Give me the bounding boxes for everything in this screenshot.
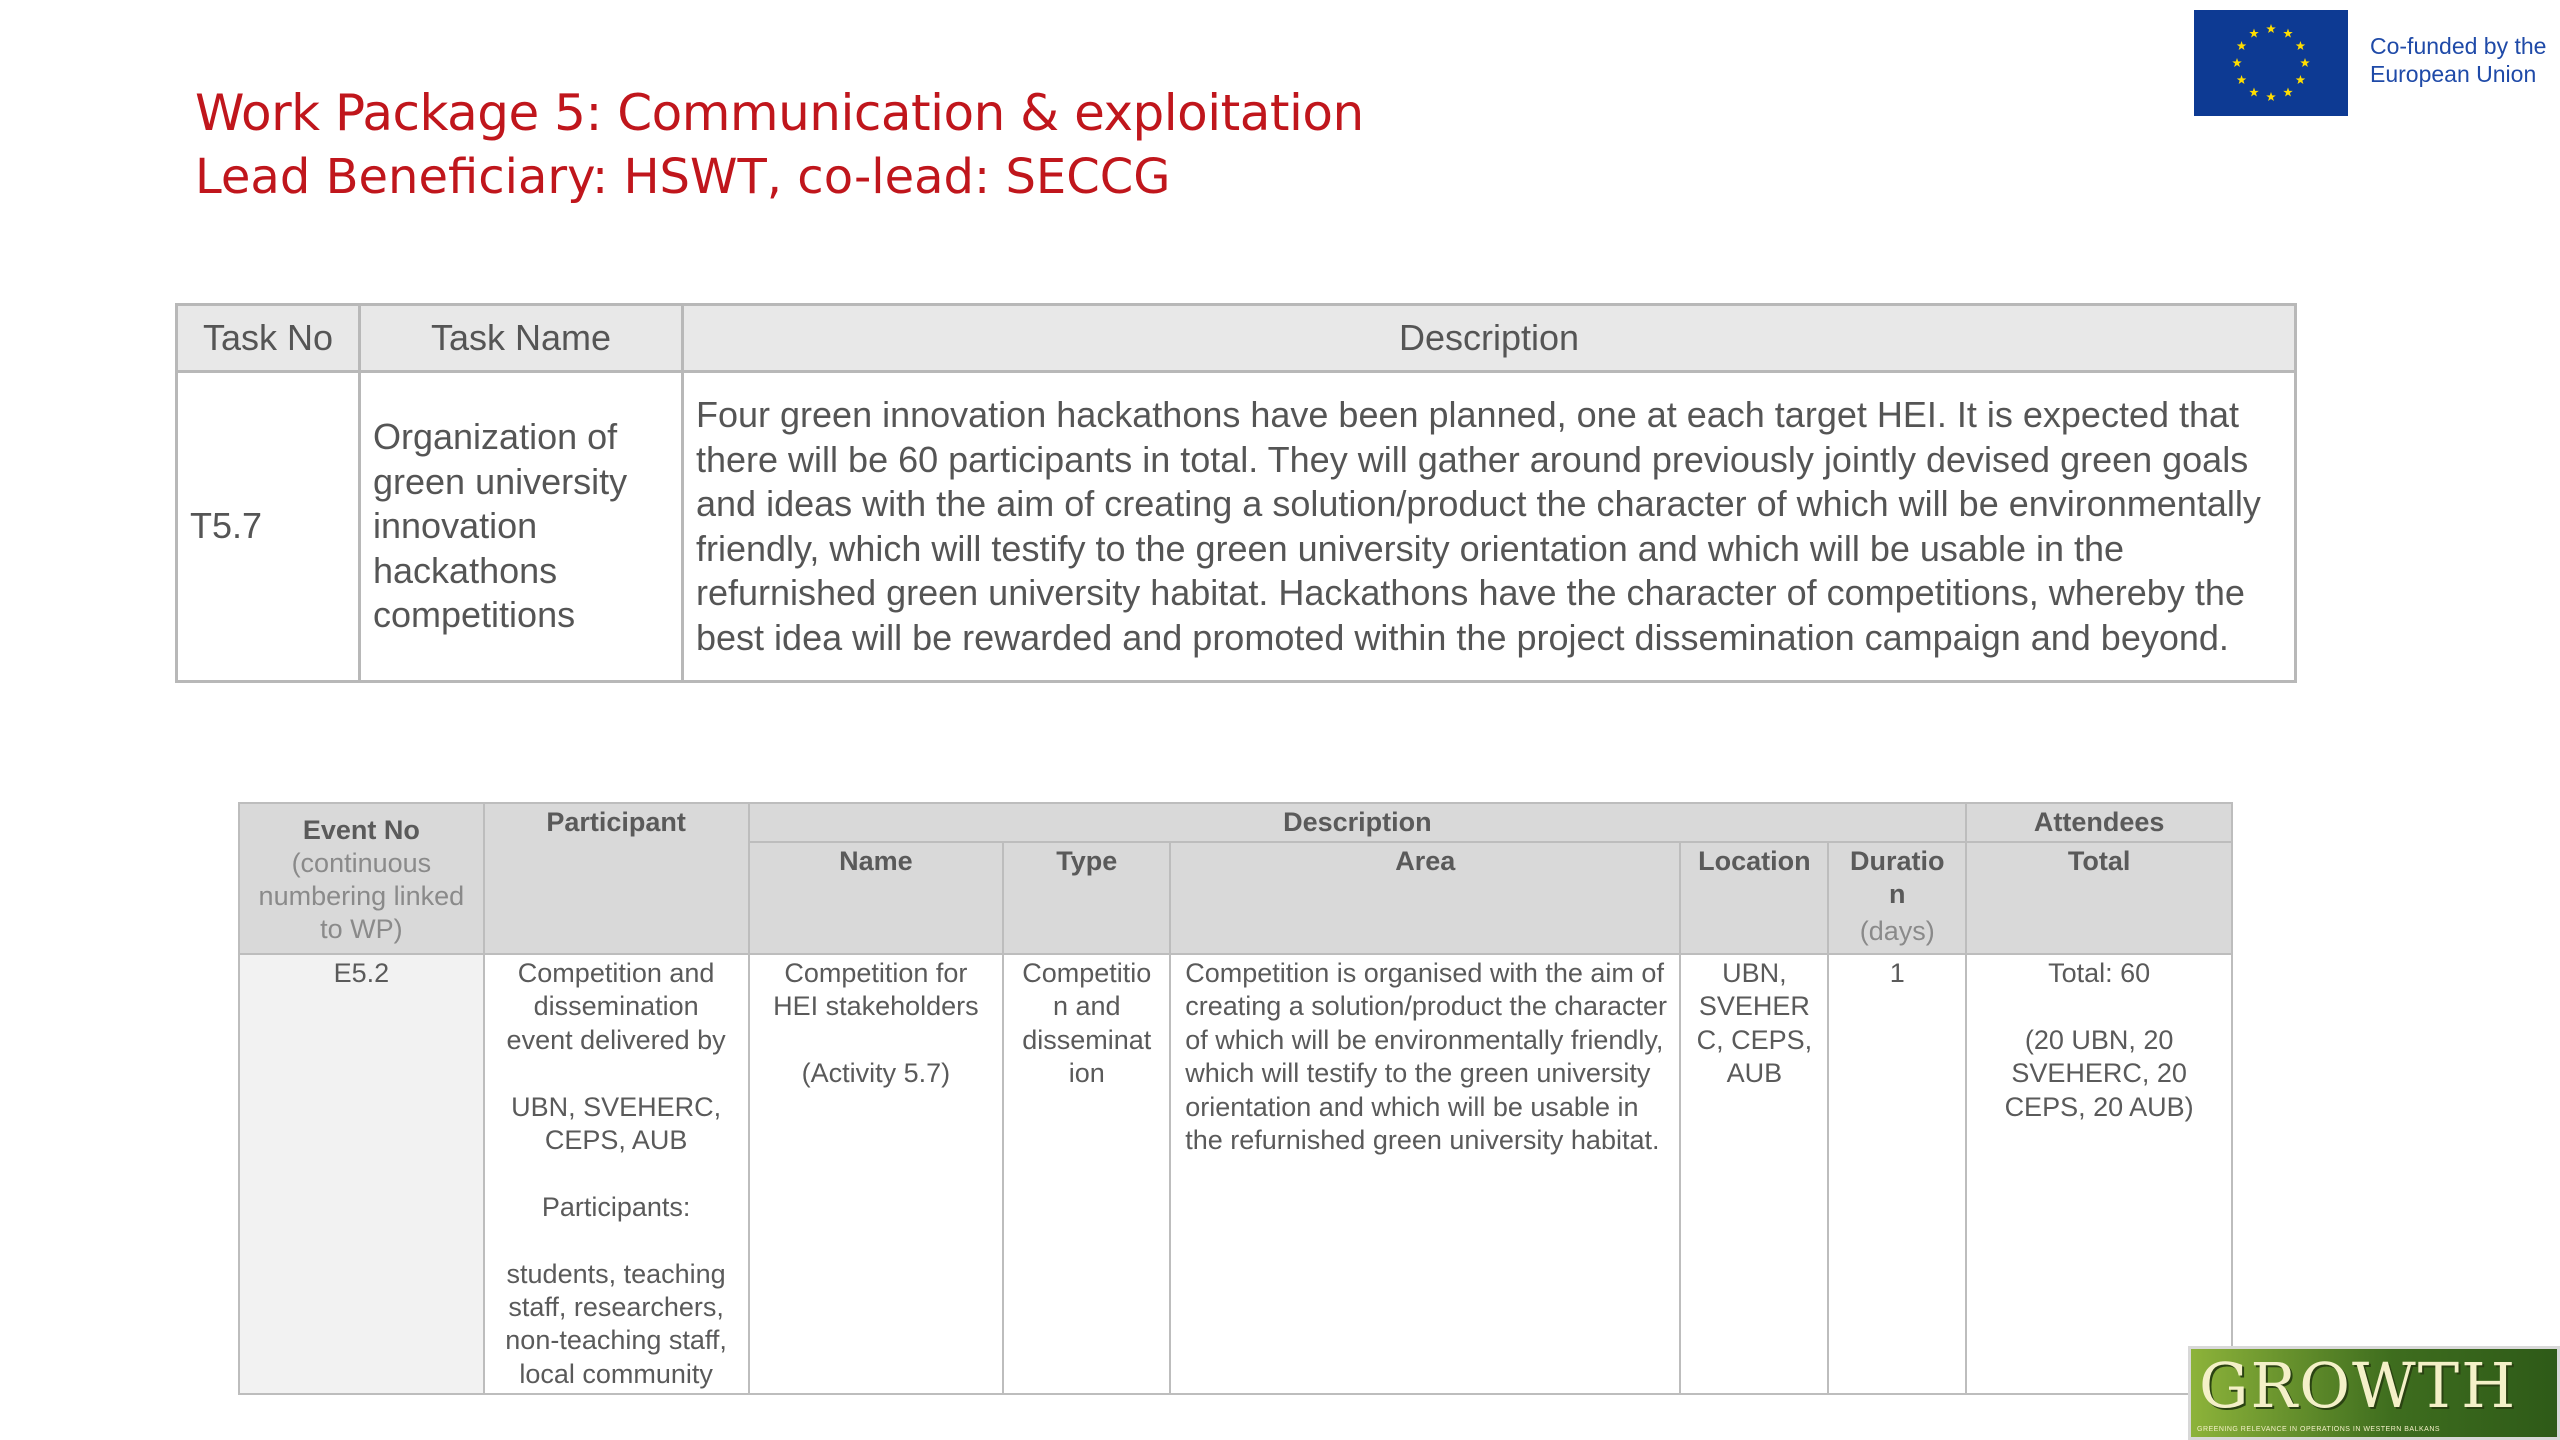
type-cell: Competitio n and disseminat ion: [1003, 954, 1170, 1394]
header-area: Area: [1170, 842, 1680, 954]
task-table-header-row: [177, 305, 2296, 372]
page-subtitle: Lead Beneficiary: HSWT, co-lead: SECCG: [195, 149, 1171, 205]
attendees-cell: Total: 60 (20 UBN, 20 SVEHERC, 20 CEPS, 20 AUB): [1966, 954, 2232, 1394]
header-total: Total: [1966, 842, 2232, 954]
growth-logo-tagline: GREENING RELEVANCE IN OPERATIONS IN WESTERN BALKANS: [2197, 1426, 2441, 1433]
table-row: [177, 372, 2296, 682]
header-duration-label: Duratio n: [1850, 846, 1945, 909]
eu-flag-icon: [2194, 10, 2348, 116]
eu-star-icon: [2283, 29, 2293, 38]
eu-star-icon: [2266, 24, 2276, 33]
task-name-cell: Organization of green university innovation hackathons competitions: [360, 372, 683, 682]
event-header-row-1: [239, 803, 2232, 842]
task-no-cell: T5.7: [177, 372, 360, 682]
eu-star-icon: [2296, 41, 2306, 50]
eu-text-line2: European Union: [2370, 61, 2537, 87]
header-event-no: [239, 803, 484, 954]
participant-cell: Competition and dissemination event delivered by UBN, SVEHERC, CEPS, AUB Participants: students, teaching staff, researchers, non-teaching staff, local community: [484, 954, 749, 1394]
eu-star-icon: [2237, 41, 2247, 50]
header-attendees: Attendees: [1966, 803, 2232, 842]
eu-star-icon: [2249, 29, 2259, 38]
header-participant: Participant: [484, 803, 749, 954]
header-location: Location: [1680, 842, 1828, 954]
eu-star-icon: [2232, 58, 2242, 67]
header-duration: [1828, 842, 1966, 954]
header-name: Name: [749, 842, 1004, 954]
location-cell: UBN, SVEHER C, CEPS, AUB: [1680, 954, 1828, 1394]
growth-logo: [2188, 1346, 2560, 1440]
eu-text-line1: Co-funded by the: [2370, 33, 2547, 59]
task-table: [175, 303, 2297, 683]
header-description: Description: [749, 803, 1967, 842]
eu-star-icon: [2237, 75, 2247, 84]
area-cell: Competition is organised with the aim of creating a solution/product the character of which will be environmentally friendly, which will testify to the green university orientation and which will be usable in the refurnished green university habitat.: [1170, 954, 1680, 1394]
task-description-cell: Four green innovation hackathons have been planned, one at each target HEI. It is expected that there will be 60 participants in total. They will gather around previously jointly devised green goals and ideas with the aim of creating a solution/product the character of which will be environmentally friendly, which will testify to the green university orientation and which will be usable in the refurnished green university habitat. Hackathons have the character of competitions, whereby the best idea will be rewarded and promoted within the project dissemination campaign and beyond.: [683, 372, 2296, 682]
page-title: Work Package 5: Communication & exploitation: [195, 84, 1364, 142]
event-table: [238, 802, 2233, 1395]
duration-cell: 1: [1828, 954, 1966, 1394]
name-cell: Competition for HEI stakeholders (Activity 5.7): [749, 954, 1004, 1394]
eu-star-icon: [2296, 75, 2306, 84]
header-task-no: Task No: [177, 305, 360, 372]
header-description: Description: [683, 305, 2296, 372]
eu-star-icon: [2300, 58, 2310, 67]
eu-star-icon: [2249, 87, 2259, 96]
eu-star-icon: [2266, 92, 2276, 101]
eu-star-icon: [2283, 87, 2293, 96]
growth-logo-word: GROWTH: [2199, 1349, 2518, 1422]
header-event-no-sub: (continuous numbering linked to WP): [258, 848, 465, 944]
header-duration-sub: (days): [1859, 916, 1935, 946]
header-event-no-label: Event No: [302, 815, 420, 845]
header-task-name: Task Name: [360, 305, 683, 372]
header-type: Type: [1003, 842, 1170, 954]
table-row: [239, 954, 2232, 1394]
event-no-cell: E5.2: [239, 954, 484, 1394]
eu-cofunded-label: [2370, 32, 2546, 88]
